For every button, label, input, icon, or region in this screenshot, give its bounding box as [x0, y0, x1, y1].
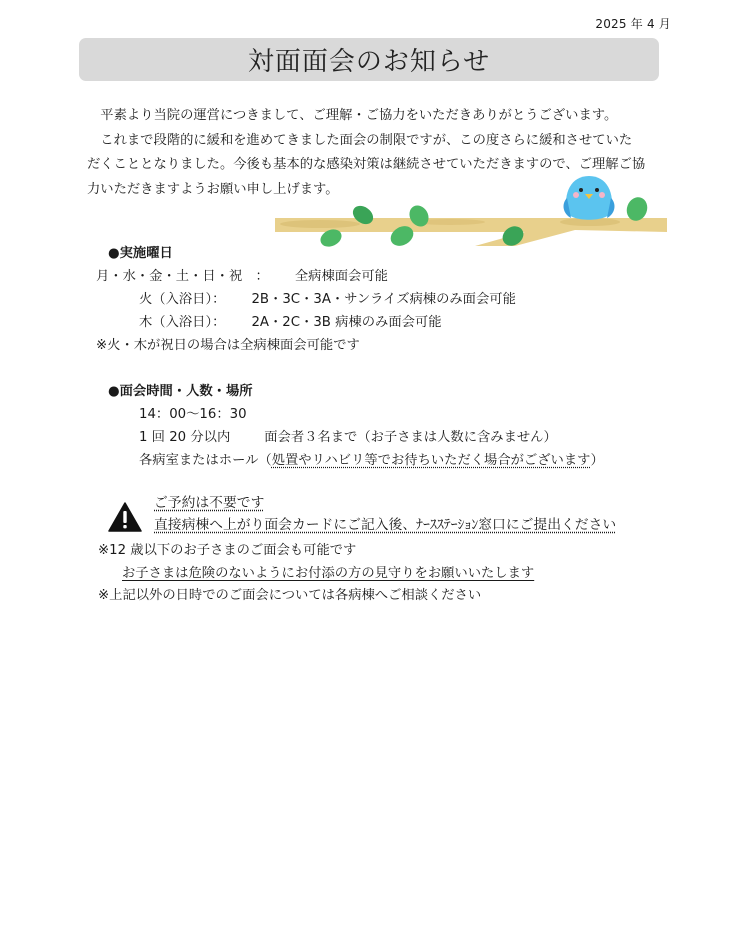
- visit-info-section: [96, 380, 604, 472]
- holiday-note: ※火・木が祝日の場合は全病棟面会可能です: [96, 338, 360, 353]
- children-note: ※12 歳以下のお子さまのご面会も可能です: [98, 543, 357, 558]
- visit-time: 14：00～16：30: [139, 407, 247, 422]
- other-dates-note: ※上記以外の日時でのご面会については各病棟へご相談ください: [98, 588, 482, 603]
- place-suffix: ）: [590, 453, 604, 468]
- schedule-tuesday: [96, 288, 516, 311]
- schedule-all-days: [96, 265, 516, 288]
- tuesday-value: 2B・3C・3A・サンライズ病棟のみ面会可能: [251, 292, 516, 307]
- intro-paragraph-2-line-3: 力いただきますようお願い申し上げます。: [87, 181, 339, 197]
- page-title: 対面面会のお知らせ: [247, 47, 491, 77]
- thursday-label: 木（入浴日）：: [139, 315, 226, 330]
- schedule-section: [96, 242, 516, 357]
- visit-duration: 1 回 20 分以内: [139, 430, 231, 445]
- visitor-count: 面会者３名まで（お子さまは人数に含みません）: [264, 430, 557, 445]
- children-detail-note: お子さまは危険のないようにお付添の方の見守りをお願いいたします: [122, 565, 535, 581]
- warning-triangle-icon: [108, 502, 142, 532]
- notes-section: [98, 540, 534, 608]
- place-prefix: 各病室またはホール（: [139, 453, 272, 468]
- all-days-label: 月・水・金・土・日・祝 ：: [96, 269, 269, 284]
- warning-line-2: 直接病棟へ上がり面会カードにご記入後、ﾅｰｽｽﾃｰｼｮﾝ窓口にご提出ください: [154, 517, 617, 533]
- issue-date: 2025 年 4 月: [595, 17, 671, 31]
- intro-paragraph-1: 平素より当院の運営につきまして、ご理解・ご協力をいただきありがとうございます。: [100, 108, 618, 123]
- intro-paragraph-2-line-1: これまで段階的に緩和を進めてきました面会の制限ですが、この度さらに緩和させていた: [100, 132, 633, 148]
- visit-place: [96, 449, 604, 472]
- thursday-value: 2A・2C・3B 病棟のみ面会可能: [251, 315, 442, 330]
- place-note: 処置やリハビリ等でお待ちいただく場合がございます: [271, 453, 591, 468]
- warning-text: [154, 492, 616, 536]
- schedule-thursday: [96, 311, 516, 334]
- schedule-heading: ●実施曜日: [108, 246, 173, 261]
- warning-line-1: ご予約は不要です: [154, 495, 265, 511]
- tuesday-label: 火（入浴日）：: [139, 292, 226, 307]
- visit-limits: [96, 426, 604, 449]
- all-days-value: 全病棟面会可能: [294, 269, 388, 284]
- visit-info-heading: ●面会時間・人数・場所: [108, 384, 253, 399]
- intro-paragraph-2-line-2: だくこととなりました。今後も基本的な感染対策は継続させていただきますので、ご理解ご協: [87, 157, 646, 172]
- bird-on-branch-illustration: [275, 168, 667, 252]
- title-banner: [79, 38, 659, 81]
- bird-icon: [564, 176, 615, 220]
